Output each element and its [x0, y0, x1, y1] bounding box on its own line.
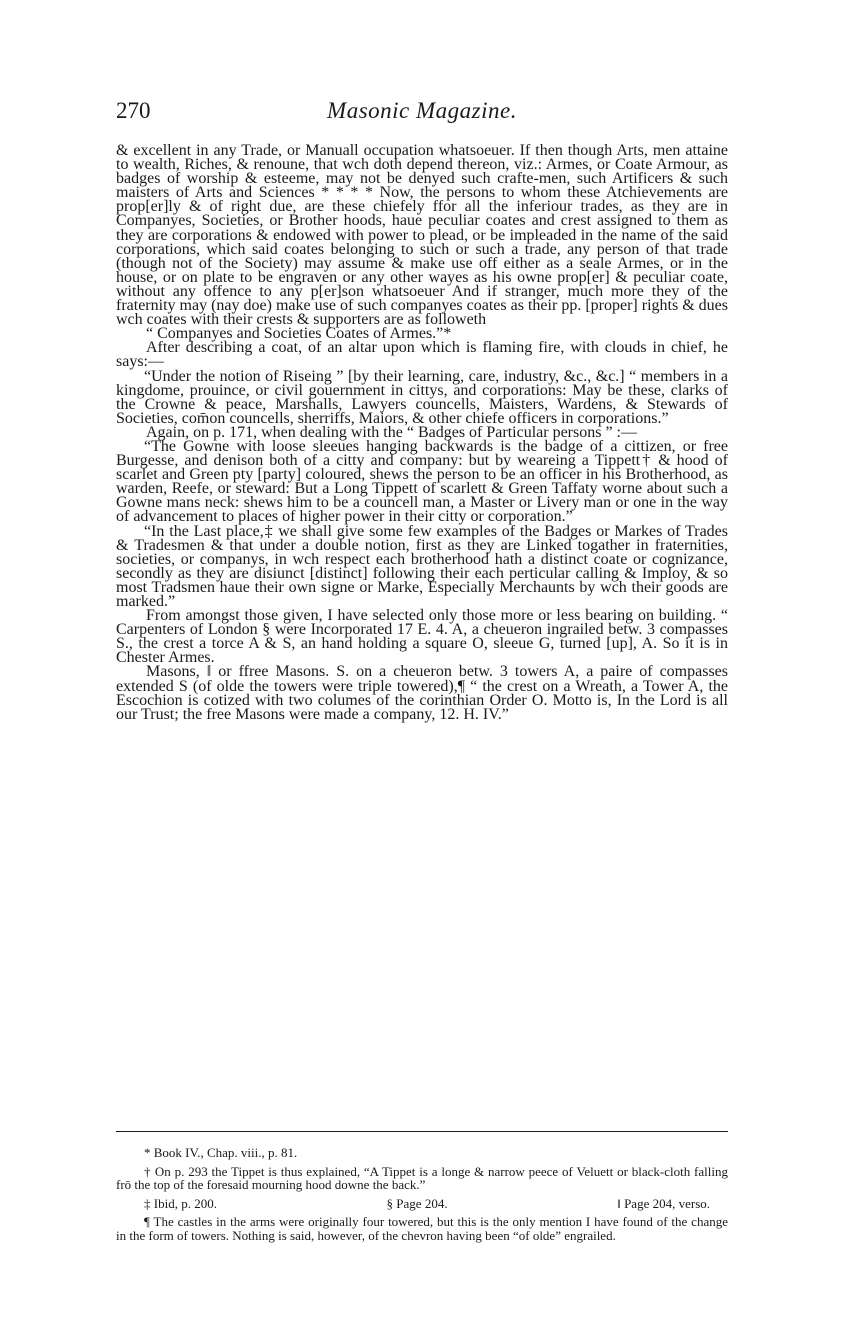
paragraph-5: Again, on p. 171, when dealing with the “ Badges of Particular persons ” :—	[146, 423, 637, 441]
paragraph-2: “ Companyes and Societies Coates of Armes.”*	[146, 325, 452, 343]
footnote-4: § Page 204.	[386, 1195, 448, 1211]
paragraph-6: “The Gowne with loose sleeues hanging backwards is the badge of a cittizen, or free Burgesse, and denison both of a citty and company: but by weareing a Tippett† & hood of scarlet and Green pty [party] coloured, shews the person to be an officer in his Brotherhood, as warden, Reefe, or steward: But a Long Tippett of scarlett & Green Taffaty worne about such a Gowne mans neck: shews him to be a councell man, a Master or Livery man or one in the way of advancement to places of higher power in their citty or corporation.”	[116, 437, 728, 526]
footnote-1: * Book IV., Chap. viii., p. 81.	[144, 1145, 298, 1160]
page-header	[116, 98, 728, 128]
main-text	[116, 144, 728, 722]
running-title: Masonic Magazine.	[327, 98, 517, 123]
paragraph-9: Masons, ‖ or ffree Masons. S. on a cheueron betw. 3 towers A, a paire of compasses extended S (of olde the towers were triple towered),¶ “ the crest on a Wreath, a Tower A, the Escochion is cotized with two columes of the corinthian Order O. Motto is, In the Lord is all our Trust; the free Masons were made a company, 12. H. IV.”	[116, 663, 728, 723]
paragraph-7: “In the Last place,‡ we shall give some few examples of the Badges or Markes of Trades & Tradesmen & that under a double notion, first as they are Linked togather in fraternities, societies, or companys, in wch respect each brotherhood hath a distinct coate or cognizance, secondly as they are disiunct [distinct] following their each perticular calling & Imploy, & so most Tradsmen haue their own signe or Marke, Especially Merchaunts by wch their goods are marked.”	[116, 522, 728, 610]
footnote-3: ‡ Ibid, p. 200.	[144, 1195, 217, 1211]
paragraph-1: & excellent in any Trade, or Manuall occupation whatsoeuer. If then though Arts, men attaine to wealth, Riches, & renoune, that wch doth depend thereon, viz.: Armes, or Coate Armour, as badges of worship & esteeme, may not be denyed such crafte-men, such Artificers & such maisters of Arts and Sciences * * * * Now, the persons to whom these Atchievements are prop[er]ly & of right due, are these chiefely ffor all the inferiour trades, as they are in Companyes, Societies, or Brother hoods, haue peculiar coates and crest assigned to them as they are corporations & endowed with power to plead, or be impleaded in the name of the said corporations, which said coates belonging to such or such a trade, any person of that trade (though not of the Society) may assume & make use off either as a seale Armes, or in the house, or on plate to be engraven or any other wayes as his owne prop[er] & peculiar coate, without any offence to any p[er]son whatsoeuer And if stranger, much more they of the fraternity may (nay doe) make use of such companyes coates as their pp. [proper] rights & dues wch coates with their crests & supporters are as followeth	[116, 142, 728, 329]
footnote-row	[116, 1197, 728, 1211]
footnote-rule	[116, 1131, 728, 1132]
footnotes	[116, 1146, 728, 1247]
paragraph-8: From amongst those given, I have selected only those more or less bearing on building. “ Carpenters of London § were Incorporated 17 E. 4. A, a cheueron ingrailed betw. 3 compasses S., the crest a torce A & S, an hand holding a square O, sleeue G, turned [up], A. So it is in Chester Armes.	[116, 607, 728, 667]
footnote-2: † On p. 293 the Tippet is thus explained, “A Tippet is a longe & narrow peece of Veluett or black-cloth falling frō the top of the foresaid mourning hood downe the back.”	[116, 1163, 728, 1192]
footnote-5: ‖ Page 204, verso.	[617, 1195, 710, 1211]
paragraph-3: After describing a coat, of an altar upon which is flaming fire, with clouds in chief, he says:—	[116, 339, 728, 371]
paragraph-4: “Under the notion of Riseing ” [by their learning, care, industry, &c., &c.] “ members in a kingdome, prouince, or civil gouernment in cittys, and corporations: May be these, clarks of the Crowne & peace, Marshalls, Lawyers councells, Maisters, Wardens, & Stewards of Societies, com̄on councells, sherriffs, Maiors, & other chiefe officers in corporations.”	[116, 367, 728, 427]
page-number: 270	[116, 98, 151, 123]
footnote-6: ¶ The castles in the arms were originally four towered, but this is the only mention I have found of the change in the form of towers. Nothing is said, however, of the chevron having been “of olde” engrailed.	[116, 1214, 728, 1243]
